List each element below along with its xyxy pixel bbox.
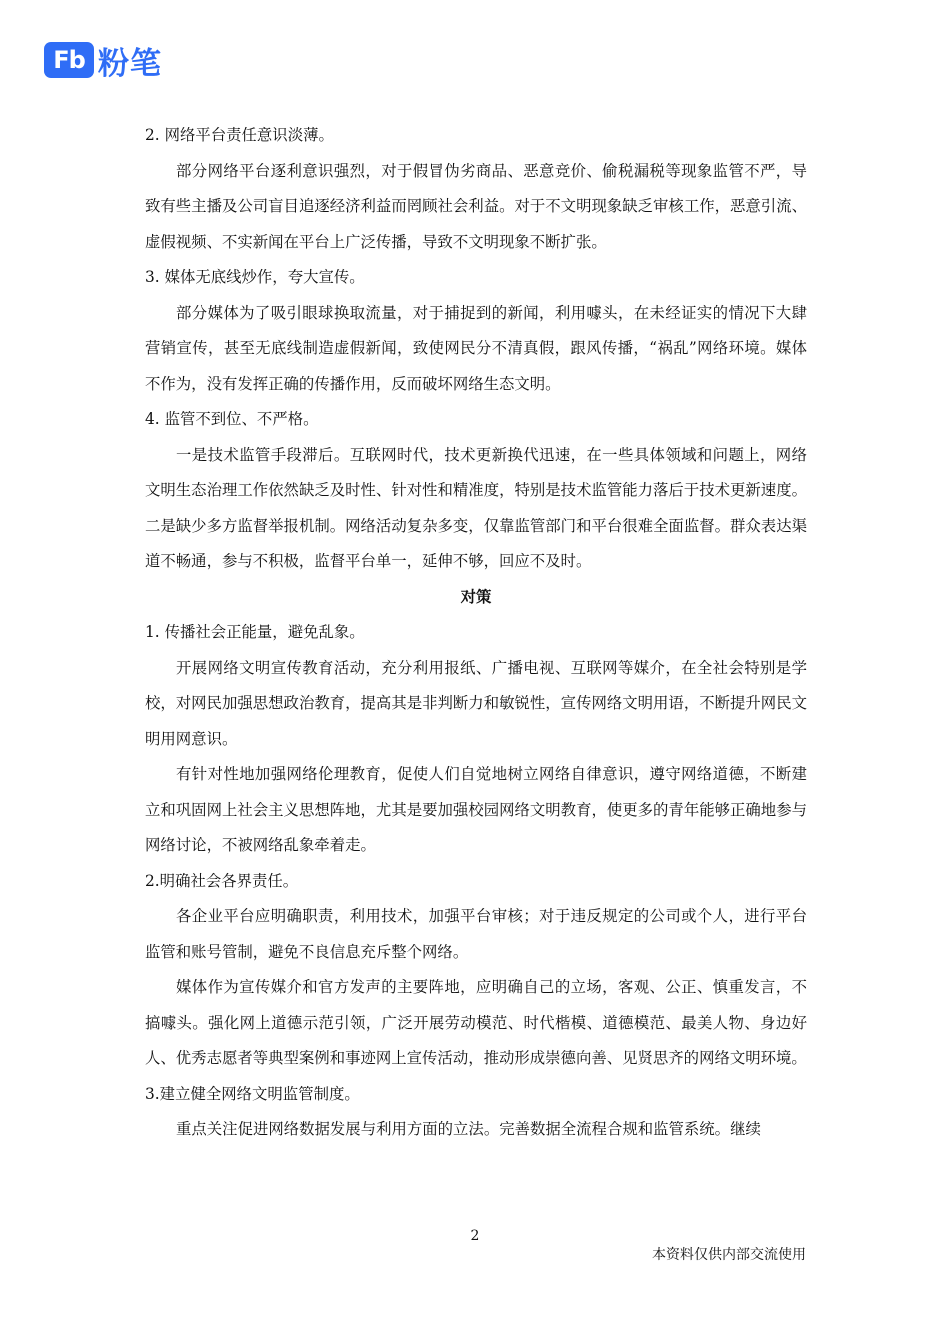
paragraph: 有针对性地加强网络伦理教育，促使人们自觉地树立网络自律意识，遵守网络道德，不断建立和巩固网上社会主义思想阵地，尤其是要加强校园网络文明教育，使更多的青年能够正确地参与网络讨论，不被网络乱象牵着走。 — [145, 765, 807, 854]
paragraph: 各企业平台应明确职责，利用技术，加强平台审核；对于违反规定的公司或个人，进行平台监管和账号管制，避免不良信息充斥整个网络。 — [145, 907, 807, 961]
brand-logo — [44, 40, 162, 80]
section-heading: 2.明确社会各界责任。 — [145, 871, 299, 890]
paragraph: 部分媒体为了吸引眼球换取流量，对于捕捉到的新闻，利用噱头，在未经证实的情况下大肆营销宣传，甚至无底线制造虚假新闻，致使网民分不清真假，跟风传播，“祸乱”网络环境。媒体不作为，没有发挥正确的传播作用，反而破坏网络生态文明。 — [145, 303, 807, 393]
paragraph: 一是技术监管手段滞后。互联网时代，技术更新换代迅速，在一些具体领域和问题上，网络文明生态治理工作依然缺乏及时性、针对性和精准度，特别是技术监管能力落后于技术更新速度。二是缺少多方监督举报机制。网络活动复杂多变，仅靠监管部门和平台很难全面监督。群众表达渠道不畅通，参与不积极，监督平台单一，延伸不够，回应不及时。 — [145, 445, 807, 570]
paragraph: 重点关注促进网络数据发展与利用方面的立法。完善数据全流程合规和监管系统。继续 — [176, 1120, 761, 1138]
logo-text: 粉笔 — [98, 45, 162, 82]
section-heading: 3.建立健全网络文明监管制度。 — [145, 1084, 360, 1103]
section-heading: 3. 媒体无底线炒作，夸大宣传。 — [145, 268, 365, 286]
section-heading: 2. 网络平台责任意识淡薄。 — [145, 126, 334, 144]
section-heading: 4. 监管不到位、不严格。 — [145, 410, 319, 428]
page-number: 2 — [470, 1228, 480, 1244]
paragraph: 媒体作为宣传媒介和官方发声的主要阵地，应明确自己的立场，客观、公正、慎重发言，不搞噱头。强化网上道德示范引领，广泛开展劳动模范、时代楷模、道德模范、最美人物、身边好人、优秀志愿者等典型案例和事迹网上宣传活动，推动形成崇德向善、见贤思齐的网络文明环境。 — [145, 978, 807, 1067]
document-body — [145, 118, 807, 1148]
paragraph: 部分网络平台逐利意识强烈，对于假冒伪劣商品、恶意竞价、偷税漏税等现象监管不严，导致有些主播及公司盲目追逐经济利益而罔顾社会利益。对于不文明现象缺乏审核工作，恶意引流、虚假视频、不实新闻在平台上广泛传播，导致不文明现象不断扩张。 — [145, 161, 807, 251]
footer-note: 本资料仅供内部交流使用 — [652, 1247, 806, 1263]
section-title: 对策 — [460, 587, 492, 606]
logo-icon: Fb — [44, 42, 94, 78]
section-heading: 1. 传播社会正能量，避免乱象。 — [145, 623, 365, 641]
paragraph: 开展网络文明宣传教育活动，充分利用报纸、广播电视、互联网等媒介，在全社会特别是学校，对网民加强思想政治教育，提高其是非判断力和敏锐性，宣传网络文明用语，不断提升网民文明用网意识。 — [145, 658, 807, 748]
